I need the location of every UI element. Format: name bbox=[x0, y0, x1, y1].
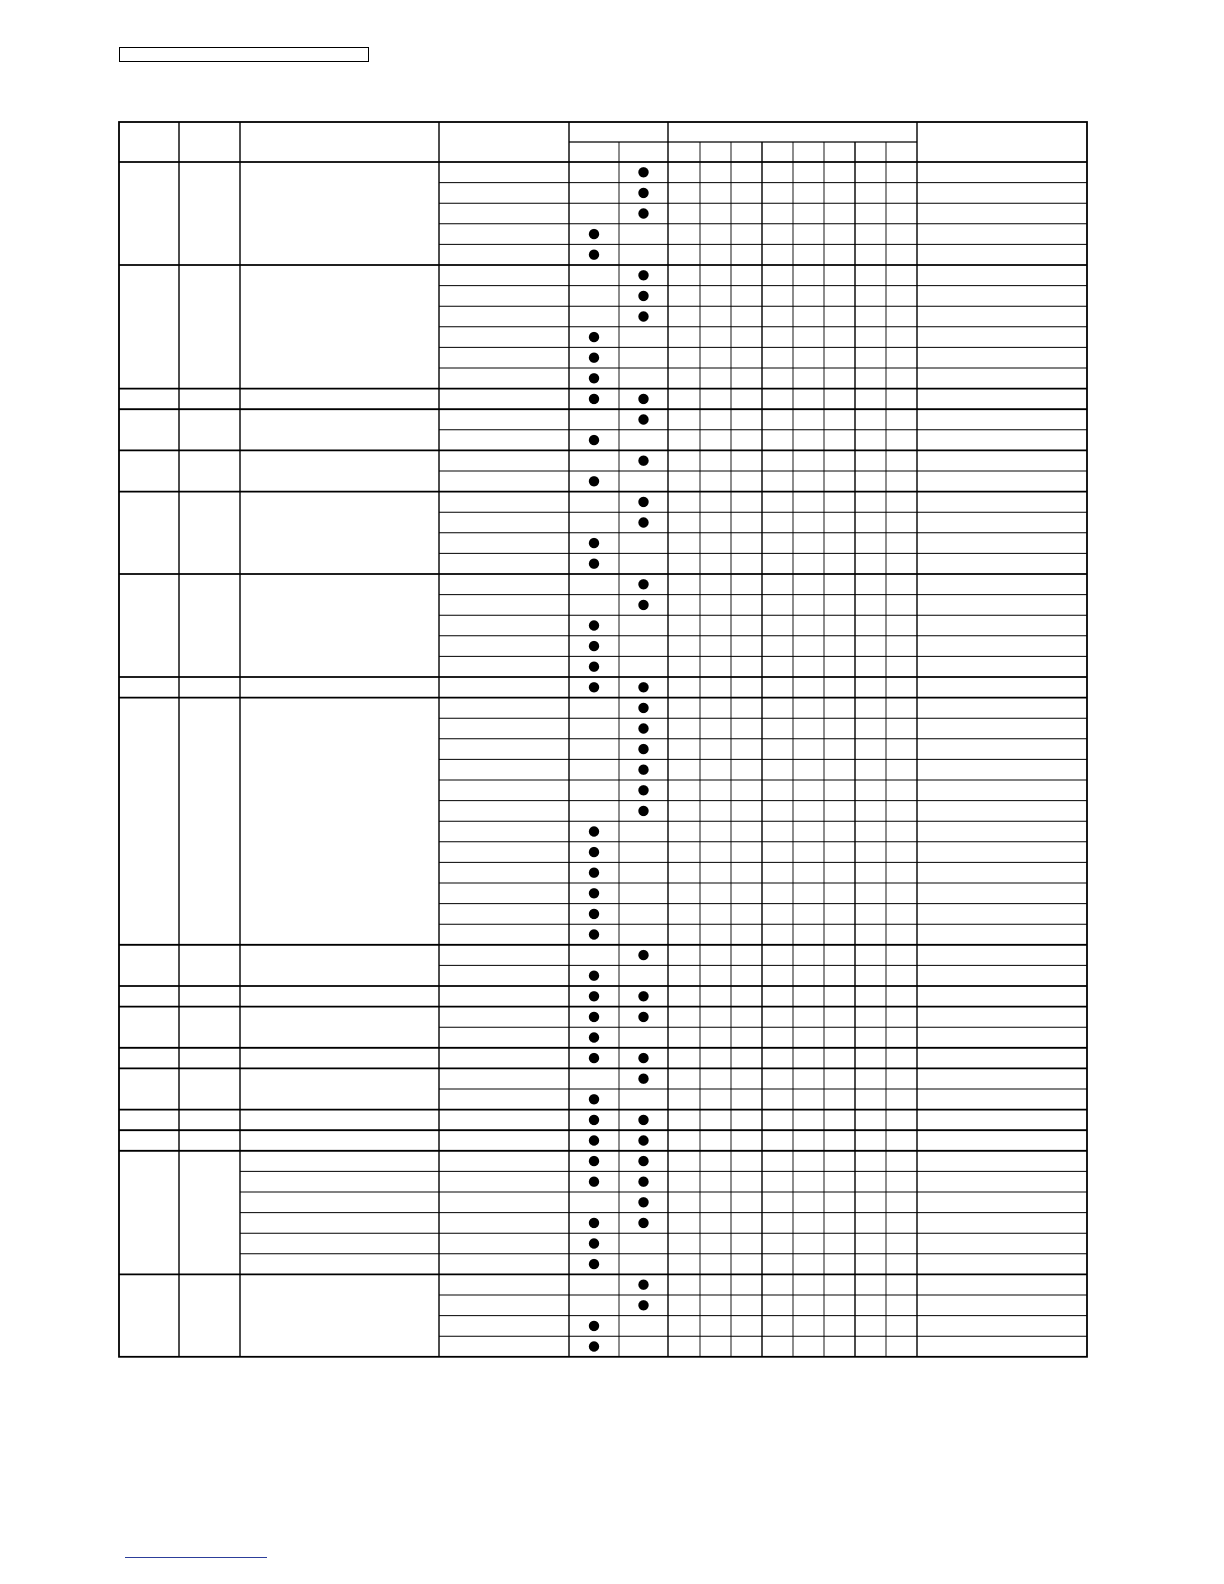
mark-dot-col2 bbox=[638, 311, 648, 321]
mark-dot-col1 bbox=[589, 929, 599, 939]
mark-dot-col2 bbox=[638, 991, 648, 1001]
mark-dot-col1 bbox=[589, 435, 599, 445]
mark-dot-col2 bbox=[638, 456, 648, 466]
mark-dot-col2 bbox=[638, 1074, 648, 1084]
mark-dot-col2 bbox=[638, 1177, 648, 1187]
mark-dot-col1 bbox=[589, 662, 599, 672]
mark-dot-col1 bbox=[589, 620, 599, 630]
mark-dot-col2 bbox=[638, 806, 648, 816]
mark-dot-col2 bbox=[638, 1115, 648, 1125]
mark-dot-col1 bbox=[589, 1218, 599, 1228]
mark-dot-col2 bbox=[638, 1300, 648, 1310]
mark-dot-col1 bbox=[589, 682, 599, 692]
mark-dot-col1 bbox=[589, 1341, 599, 1351]
mark-dot-col1 bbox=[589, 1177, 599, 1187]
mark-dot-col2 bbox=[638, 188, 648, 198]
mark-dot-col1 bbox=[589, 1156, 599, 1166]
mark-dot-col2 bbox=[638, 1053, 648, 1063]
mark-dot-col2 bbox=[638, 414, 648, 424]
mark-dot-col1 bbox=[589, 888, 599, 898]
mark-dot-col1 bbox=[589, 332, 599, 342]
mark-dot-col2 bbox=[638, 1197, 648, 1207]
mark-dot-col2 bbox=[638, 167, 648, 177]
mark-dot-col2 bbox=[638, 723, 648, 733]
mark-dot-col2 bbox=[638, 682, 648, 692]
mark-dot-col2 bbox=[638, 270, 648, 280]
mark-dot-col2 bbox=[638, 1156, 648, 1166]
mark-dot-col1 bbox=[589, 250, 599, 260]
mark-dot-col1 bbox=[589, 229, 599, 239]
mark-dot-col2 bbox=[638, 785, 648, 795]
mark-dot-col1 bbox=[589, 1135, 599, 1145]
mark-dot-col1 bbox=[589, 373, 599, 383]
mark-dot-col2 bbox=[638, 1135, 648, 1145]
mark-dot-col1 bbox=[589, 476, 599, 486]
mark-dot-col1 bbox=[589, 909, 599, 919]
mark-dot-col1 bbox=[589, 1012, 599, 1022]
mark-dot-col1 bbox=[589, 394, 599, 404]
footer-link-rule bbox=[125, 1557, 267, 1558]
mark-dot-col1 bbox=[589, 1321, 599, 1331]
mark-dot-col1 bbox=[589, 1238, 599, 1248]
mark-dot-col2 bbox=[638, 394, 648, 404]
table-grid bbox=[119, 122, 1087, 1357]
mark-dot-col2 bbox=[638, 579, 648, 589]
mark-dot-col2 bbox=[638, 208, 648, 218]
mark-dot-col1 bbox=[589, 353, 599, 363]
mark-dot-col1 bbox=[589, 1094, 599, 1104]
mark-dot-col1 bbox=[589, 559, 599, 569]
mark-dot-col1 bbox=[589, 538, 599, 548]
mark-dot-col1 bbox=[589, 868, 599, 878]
mark-dot-col2 bbox=[638, 703, 648, 713]
mark-dot-col1 bbox=[589, 826, 599, 836]
mark-dot-col1 bbox=[589, 971, 599, 981]
header-label-box bbox=[119, 47, 369, 62]
mark-dot-col2 bbox=[638, 1280, 648, 1290]
mark-dot-col2 bbox=[638, 765, 648, 775]
mark-dot-col2 bbox=[638, 600, 648, 610]
mark-dot-col2 bbox=[638, 950, 648, 960]
mark-dot-col1 bbox=[589, 1032, 599, 1042]
mark-dot-col2 bbox=[638, 744, 648, 754]
mark-dot-col2 bbox=[638, 291, 648, 301]
mark-dot-col2 bbox=[638, 517, 648, 527]
mark-dot-col2 bbox=[638, 497, 648, 507]
mark-dot-col1 bbox=[589, 847, 599, 857]
mark-dot-col1 bbox=[589, 991, 599, 1001]
mark-dot-col1 bbox=[589, 1259, 599, 1269]
mark-dot-col2 bbox=[638, 1218, 648, 1228]
mark-dot-col2 bbox=[638, 1012, 648, 1022]
mark-dot-col1 bbox=[589, 1053, 599, 1063]
mark-dot-col1 bbox=[589, 1115, 599, 1125]
parts-table bbox=[118, 121, 1090, 1359]
mark-dot-col1 bbox=[589, 641, 599, 651]
